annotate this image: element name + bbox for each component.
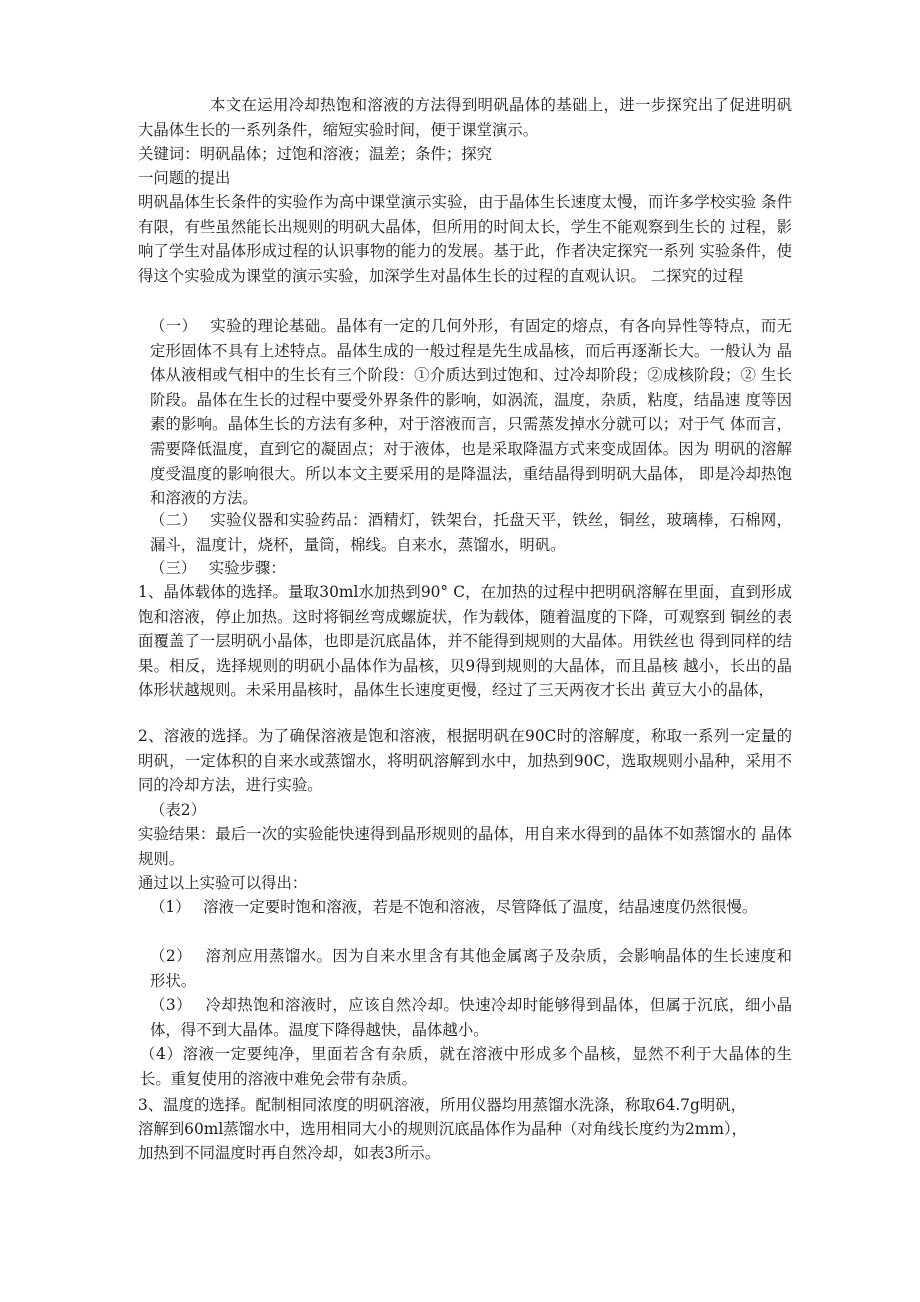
conclusion-item-3: （3） 冷却热饱和溶液时，应该自然冷却。快速冷却时能够得到晶体，但属于沉底，细小晶 体，得不到大晶体。温度下降得越快，晶体越小。	[150, 996, 792, 1039]
section1-heading: 一问题的提出	[138, 169, 231, 187]
conclusion-item-2: （2） 溶剂应用蒸馏水。因为自来水里含有其他金属离子及杂质，会影响晶体的生长速度和 形状。	[150, 947, 792, 990]
theory-paragraph: （一） 实验的理论基础。晶体有一定的几何外形，有固定的熔点，有各向异性等特点，而无 定形固体不具有上述特点。晶体生成的一般过程是先生成晶核，而后再逐渐长大。一般认为 晶体从液相或气相中的生长有三个阶段：①介质达到过饱和、过冷却阶段；②成核阶段；② 生长阶段。晶体在生长的过程中要受外界条件的影响，如涡流，温度，杂质，粘度，结晶速 度等因素的影响。晶体生长的方法有多种，对于溶液而言，只需蒸发掉水分就可以；对于气 体而言，需要降低温度，直到它的凝固点；对于液体，也是采取降温方式来变成固体。因为 明矾的溶解度受温度的影响很大。所以本文主要采用的是降温法，重结晶得到明矾大晶体， 即是冷却热饱和溶液的方法。	[150, 317, 792, 508]
section1-paragraph: 明矾晶体生长条件的实验作为高中课堂演示实验，由于晶体生长速度太慢，而许多学校实验 条件有限，有些虽然能长出规则的明矾大晶体，但所用的时间太长，学生不能观察到生长的 过程，影响了学生对晶体形成过程的认识事物的能力的发展。基于此，作者决定探究一系列 实验条件，使得这个实验成为课堂的演示实验，加深学生对晶体生长的过程的直观认识。 二探究的过程	[138, 193, 792, 285]
conclusion-item-1: （1） 溶液一定要时饱和溶液，若是不饱和溶液，尽管降低了温度，结晶速度仍然很慢。	[150, 898, 758, 916]
conclusion-item-4: （4）溶液一定要纯净，里面若含有杂质，就在溶液中形成多个晶核，显然不利于大晶体的生 长。重复使用的溶液中难免会带有杂质。	[140, 1045, 792, 1088]
table2-caption: （表2）	[150, 801, 206, 819]
step3-line-2: 溶解到60ml蒸馏水中，选用相同大小的规则沉底晶体作为晶种（对角线长度约为2mm），	[138, 1120, 748, 1138]
keywords-line: 关键词：明矾晶体；过饱和溶液；温差；条件；探究	[138, 145, 492, 163]
materials-paragraph: （二） 实验仪器和实验药品：酒精灯，铁架台，托盘天平，铁丝，铜丝，玻璃棒，石棉网， 漏斗，温度计，烧杯，量筒，棉线。自来水，蒸馏水，明矾。	[150, 511, 792, 554]
abstract-paragraph: 本文在运用冷却热饱和溶液的方法得到明矾晶体的基础上，进一步探究出了促进明矾大晶体生长的一系列条件，缩短实验时间，便于课堂演示。	[138, 96, 792, 139]
step3-line-3: 加热到不同温度时再自然冷却，如表3所示。	[138, 1144, 441, 1162]
step1-paragraph: 1、晶体载体的选择。量取30ml水加热到90° C，在加热的过程中把明矾溶解在里面，直到形成饱和溶液，停止加热。这时将铜丝弯成螺旋状，作为载体，随着温度的下降，可观察到 铜丝的表面覆盖了一层明矾小晶体，也即是沉底晶体，并不能得到规则的大晶体。用铁丝也 得到同样的结果。相反，选择规则的明矾小晶体作为晶核，贝9得到规则的大晶体，而且晶核 越小，长出的晶体形状越规则。未采用晶核时，晶体生长速度更慢，经过了三天两夜才长出 黄豆大小的晶体，	[138, 583, 792, 700]
step3-line-1: 3、温度的选择。配制相同浓度的明矾溶液，所用仪器均用蒸馏水洗涤，称取64.7g明矾，	[138, 1096, 746, 1114]
step2-paragraph: 2、溶液的选择。为了确保溶液是饱和溶液，根据明矾在90C时的溶解度，称取一系列一定量的明矾，一定体积的自来水或蒸馏水，将明矾溶解到水中，加热到90C，选取规则小晶种，采用不同的冷却方法，进行实验。	[138, 727, 792, 795]
result-paragraph: 实验结果：最后一次的实验能快速得到晶形规则的晶体，用自来水得到的晶体不如蒸馏水的 晶体规则。	[138, 825, 792, 868]
conclusion-intro: 通过以上实验可以得出：	[138, 874, 308, 892]
steps-heading: （三） 实验步骤：	[150, 559, 286, 577]
